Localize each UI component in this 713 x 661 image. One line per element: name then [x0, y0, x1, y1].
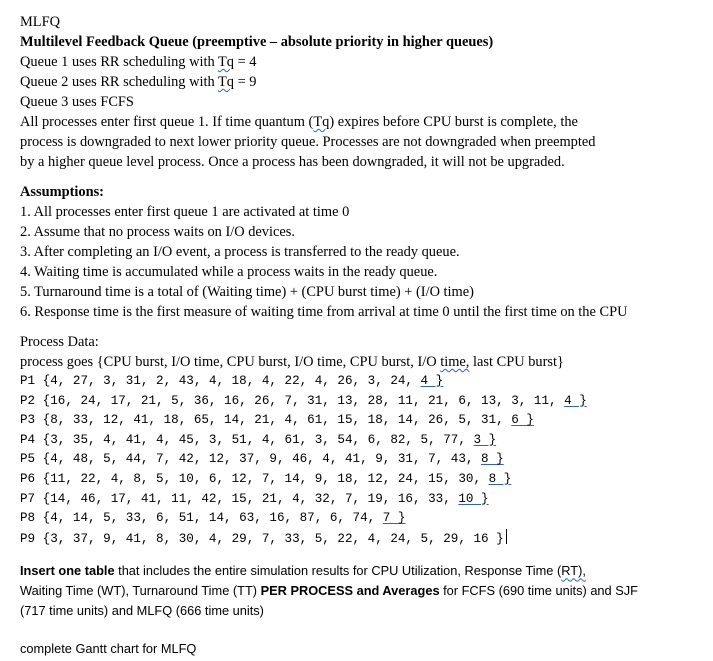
process-row-p2: P2 {16, 24, 17, 21, 5, 36, 16, 26, 7, 31, 13, 28, 11, 21, 6, 13, 3, 11, 4 }: [20, 393, 587, 408]
instructions-text-3: for FCFS (690 time units) and SJF: [439, 583, 638, 599]
instructions-comma: ,: [582, 563, 586, 579]
queue-3-line: Queue 3 uses FCFS: [20, 94, 134, 110]
process-format-a: process goes {CPU burst, I/O time, CPU burst, I/O time, CPU burst, I/O: [20, 354, 441, 370]
process-format-line: [20, 352, 705, 372]
description-line-3: by a higher queue level process. Once a process has been downgraded, it will not be upgraded.: [20, 154, 565, 170]
process-row-p5: P5 {4, 48, 5, 44, 7, 42, 12, 37, 9, 46, 4, 41, 9, 31, 7, 43, 8 }: [20, 452, 504, 467]
queue-1-tq: Tq: [218, 54, 234, 70]
queue-2-tq: Tq: [218, 74, 234, 90]
process-row-p4: P4 {3, 35, 4, 41, 4, 45, 3, 51, 4, 61, 3, 54, 6, 82, 5, 77, 3 }: [20, 432, 497, 447]
instructions-line-2: [20, 581, 705, 601]
process-format-c: last CPU burst}: [469, 354, 564, 370]
process-row-p8: P8 {4, 14, 5, 33, 6, 51, 14, 63, 16, 87, 6, 74, 7 }: [20, 511, 406, 526]
assumptions-heading: Assumptions:: [20, 184, 104, 200]
assumption-item: 6. Response time is the first measure of waiting time from arrival at time 0 until the first time on the CPU: [20, 304, 628, 320]
assumption-item: 5. Turnaround time is a total of (Waiting time) + (CPU burst time) + (I/O time): [20, 284, 474, 300]
process-row-p3: P3 {8, 33, 12, 41, 18, 65, 14, 21, 4, 61, 15, 18, 14, 26, 5, 31, 6 }: [20, 413, 534, 428]
gantt-note: complete Gantt chart for MLFQ: [20, 641, 197, 657]
queue-2-suffix: = 9: [234, 74, 257, 90]
instructions-bold-1: Insert one table: [20, 563, 115, 579]
document-page: [20, 12, 705, 659]
description-line-1: [20, 112, 705, 132]
description-l1a: All processes enter first queue 1. If time quantum (: [20, 114, 314, 130]
assumption-item: 3. After completing an I/O event, a process is transferred to the ready queue.: [20, 244, 460, 260]
assumption-item: 4. Waiting time is accumulated while a process waits in the ready queue.: [20, 264, 438, 280]
process-row-p1: P1 {4, 27, 3, 31, 2, 43, 4, 18, 4, 22, 4, 26, 3, 24, 4 }: [20, 374, 444, 388]
instructions-text-1: that includes the entire simulation results for CPU Utilization, Response Time (: [114, 563, 562, 579]
queue-1-prefix: Queue 1 uses RR scheduling with: [20, 54, 218, 70]
queue-1-line: [20, 52, 705, 72]
description-l1c: ) expires before CPU burst is complete, the: [329, 114, 578, 130]
doc-title: MLFQ: [20, 14, 60, 30]
queue-1-suffix: = 4: [234, 54, 257, 70]
description-tq: Tq: [313, 114, 330, 130]
process-row-p6: P6 {11, 22, 4, 8, 5, 10, 6, 12, 7, 14, 9, 18, 12, 24, 15, 30, 8 }: [20, 471, 512, 486]
process-format-b: time,: [440, 354, 470, 370]
assumption-item: 1. All processes enter first queue 1 are activated at time 0: [20, 204, 350, 220]
process-data-heading: Process Data:: [20, 334, 99, 350]
instructions-line-1: [20, 561, 705, 581]
instructions-rt: RT): [561, 563, 583, 579]
instructions-line-3: (717 time units) and MLFQ (666 time units): [20, 603, 264, 619]
instructions-bold-2: PER PROCESS and Averages: [260, 583, 440, 599]
doc-heading: Multilevel Feedback Queue (preemptive – absolute priority in higher queues): [20, 34, 494, 50]
queue-2-line: [20, 72, 705, 92]
process-row-p9: P9 {3, 37, 9, 41, 8, 30, 4, 29, 7, 33, 5, 22, 4, 24, 5, 29, 16 }: [20, 529, 705, 550]
description-line-2: process is downgraded to next lower priority queue. Processes are not downgraded when preempted: [20, 134, 596, 150]
assumption-item: 2. Assume that no process waits on I/O devices.: [20, 224, 295, 240]
instructions-text-2: Waiting Time (WT), Turnaround Time (TT): [20, 583, 261, 599]
text-cursor: [506, 529, 507, 544]
queue-2-prefix: Queue 2 uses RR scheduling with: [20, 74, 218, 90]
process-row-p7: P7 {14, 46, 17, 41, 11, 42, 15, 21, 4, 32, 7, 19, 16, 33, 10 }: [20, 491, 489, 506]
